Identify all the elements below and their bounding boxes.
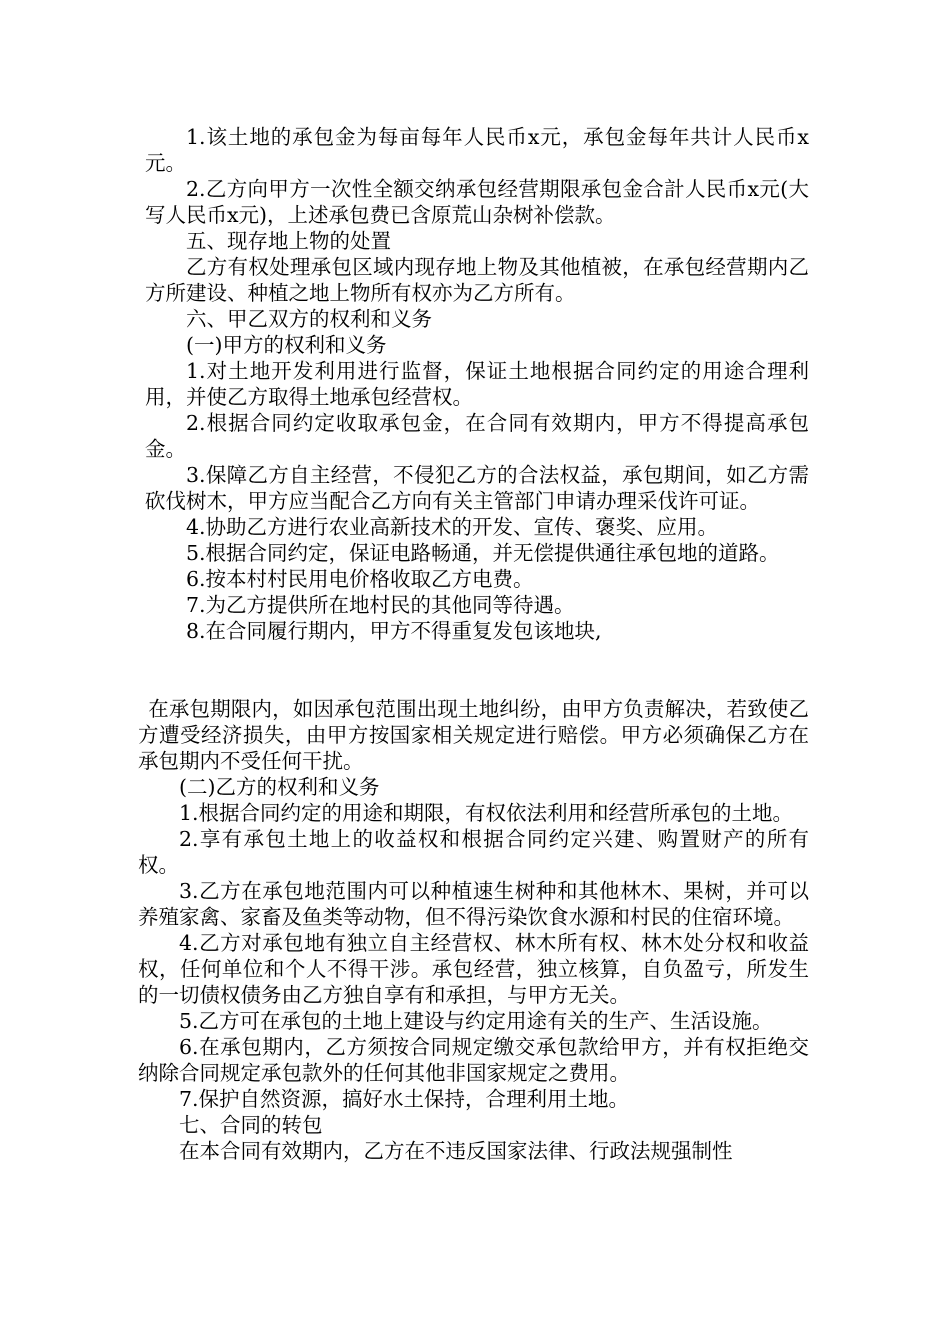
paragraph: 3.乙方在承包地范围内可以种植速生树种和其他林木、果树，并可以养殖家禽、家畜及鱼类等动物，但不得污染饮食水源和村民的住宿环境。	[138, 879, 809, 929]
paragraph: 在承包期限内，如因承包范围出现土地纠纷，由甲方负责解决，若致使乙方遭受经济损失，由甲方按国家相关规定进行赔偿。甲方必须确保乙方在承包期内不受任何干扰。	[138, 697, 809, 773]
paragraph: 4.协助乙方进行农业高新技术的开发、宣传、褒奖、应用。	[186, 515, 719, 539]
paragraph: 乙方有权处理承包区域内现存地上物及其他植被，在承包经营期内乙方所建设、种植之地上物所有权亦为乙方所有。	[145, 255, 809, 305]
paragraph: 2.根据合同约定收取承包金，在合同有效期内，甲方不得提高承包金。	[145, 411, 809, 461]
paragraph: 5.根据合同约定，保证电路畅通，并无偿提供通往承包地的道路。	[186, 541, 780, 565]
section-heading: 六、甲乙双方的权利和义务	[186, 307, 432, 331]
paragraph: 1.对土地开发利用进行监督，保证土地根据合同约定的用途合理利用，并使乙方取得土地承包经营权。	[145, 359, 809, 409]
paragraph: 8.在合同履行期内，甲方不得重复发包该地块,	[186, 619, 602, 643]
paragraph: 1.该土地的承包金为每亩每年人民币x元，承包金每年共计人民币x元。	[145, 125, 809, 175]
subsection-heading: (二)乙方的权利和义务	[179, 775, 380, 799]
paragraph: 4.乙方对承包地有独立自主经营权、林木所有权、林木处分权和收益权，任何单位和个人不得干涉。承包经营，独立核算，自负盈亏，所发生的一切债权债务由乙方独自享有和承担，与甲方无关。	[138, 931, 809, 1007]
paragraph: 7.为乙方提供所在地村民的其他同等待遇。	[186, 593, 575, 617]
paragraph: 6.在承包期内，乙方须按合同规定缴交承包款给甲方，并有权拒绝交纳除合同规定承包款外的任何其他非国家规定之费用。	[138, 1035, 809, 1085]
paragraph: 7.保护自然资源，搞好水土保持，合理利用土地。	[179, 1087, 630, 1111]
paragraph: 2.享有承包土地上的收益权和根据合同约定兴建、购置财产的所有权。	[138, 827, 809, 877]
section-heading: 七、合同的转包	[179, 1113, 323, 1137]
subsection-heading: (一)甲方的权利和义务	[186, 333, 387, 357]
paragraph: 在本合同有效期内，乙方在不违反国家法律、行政法规强制性	[179, 1139, 733, 1163]
paragraph: 3.保障乙方自主经营，不侵犯乙方的合法权益，承包期间，如乙方需砍伐树木，甲方应当配合乙方向有关主管部门申请办理采伐许可证。	[145, 463, 809, 513]
section-heading: 五、现存地上物的处置	[186, 229, 391, 253]
paragraph: 5.乙方可在承包的土地上建设与约定用途有关的生产、生活设施。	[179, 1009, 773, 1033]
document-body-bottom	[138, 696, 809, 1164]
document-body-top	[145, 124, 809, 644]
paragraph: 2.乙方向甲方一次性全额交纳承包经营期限承包金合計人民币x元(大写人民币x元)，上述承包费已含原荒山杂树补偿款。	[145, 177, 809, 227]
paragraph: 6.按本村村民用电价格收取乙方电费。	[186, 567, 534, 591]
paragraph: 1.根据合同约定的用途和期限，有权依法利用和经营所承包的土地。	[179, 801, 794, 825]
